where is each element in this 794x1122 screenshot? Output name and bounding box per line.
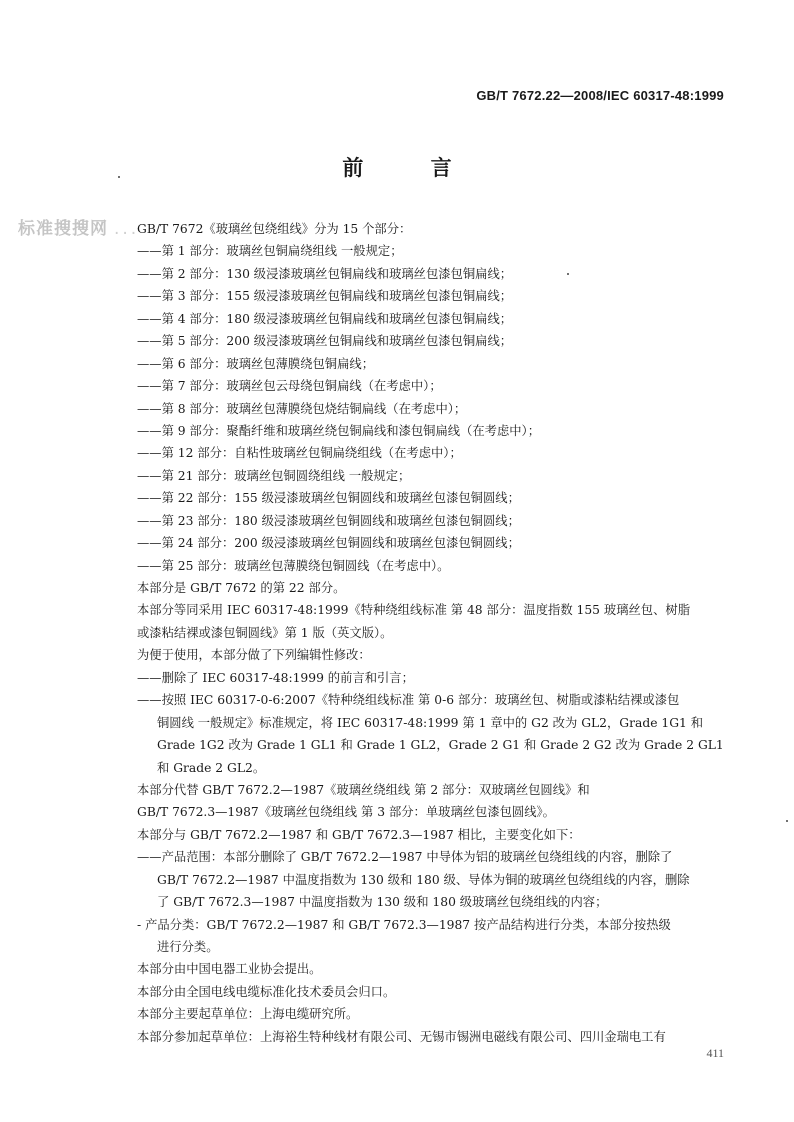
- paragraph-line: 或漆粘结裸或漆包铜圆线》第 1 版（英文版）。: [137, 625, 393, 640]
- list-item: ——第 3 部分：155 级浸漆玻璃丝包铜扁线和玻璃丝包漆包铜扁线；: [137, 289, 513, 304]
- list-item: ——第 4 部分：180 级浸漆玻璃丝包铜扁线和玻璃丝包漆包铜扁线；: [137, 311, 513, 326]
- intro-line: GB/T 7672《玻璃丝包绕组线》分为 15 个部分：: [137, 222, 412, 236]
- list-item: ——第 23 部分：180 级浸漆玻璃丝包铜圆线和玻璃丝包漆包铜圆线；: [137, 513, 520, 528]
- list-item: - 产品分类：GB/T 7672.2—1987 和 GB/T 7672.3—1987 按产品结构进行分类，本部分按热级: [137, 917, 671, 932]
- list-item: ——第 1 部分：玻璃丝包铜扁绕组线 一般规定；: [137, 244, 403, 259]
- list-item-continuation: GB/T 7672.2—1987 中温度指数为 130 级和 180 级、导体为铜的玻璃丝包绕组线的内容，删除: [157, 872, 690, 887]
- paragraph-line: 本部分由中国电器工业协会提出。: [137, 962, 322, 977]
- standard-number-header: GB/T 7672.22—2008/IEC 60317-48:1999: [476, 88, 724, 103]
- list-item: ——第 24 部分：200 级浸漆玻璃丝包铜圆线和玻璃丝包漆包铜圆线；: [137, 536, 520, 551]
- paragraph-line: 本部分由全国电线电缆标准化技术委员会归口。: [137, 984, 396, 999]
- foreword-body: [137, 218, 743, 1048]
- paragraph-line: 本部分是 GB/T 7672 的第 22 部分。: [137, 581, 346, 595]
- list-item: ——第 2 部分：130 级浸漆玻璃丝包铜扁线和玻璃丝包漆包铜扁线；: [137, 266, 513, 281]
- paragraph-line: 本部分主要起草单位：上海电缆研究所。: [137, 1007, 359, 1022]
- list-item-continuation: Grade 1G2 改为 Grade 1 GL1 和 Grade 1 GL2，Grade 2 G1 和 Grade 2 G2 改为 Grade 2 GL1: [157, 738, 724, 753]
- list-item: ——第 12 部分：自粘性玻璃丝包铜扁绕组线（在考虑中）；: [137, 446, 462, 461]
- list-item-continuation: 和 Grade 2 GL2。: [157, 760, 266, 775]
- scan-speck: [118, 176, 120, 178]
- list-item: ——第 5 部分：200 级浸漆玻璃丝包铜扁线和玻璃丝包漆包铜扁线；: [137, 334, 513, 349]
- list-item: ——第 7 部分：玻璃丝包云母绕包铜扁线（在考虑中）；: [137, 379, 442, 394]
- paragraph-line: GB/T 7672.3—1987《玻璃丝包绕组线 第 3 部分：单玻璃丝包漆包圆线》。: [137, 805, 555, 820]
- list-item: ——按照 IEC 60317-0-6:2007《特种绕组线标准 第 0-6 部分：玻璃丝包、树脂或漆粘结裸或漆包: [137, 693, 680, 708]
- list-item: ——第 9 部分：聚酯纤维和玻璃丝绕包铜扁线和漆包铜扁线（在考虑中）；: [137, 423, 540, 438]
- list-item-continuation: 铜圆线 一般规定》标准规定，将 IEC 60317-48:1999 第 1 章中的 G2 改为 GL2，Grade 1G1 和: [157, 715, 704, 730]
- list-item: ——第 25 部分：玻璃丝包薄膜绕包铜圆线（在考虑中）。: [137, 558, 450, 573]
- scan-speck: [786, 820, 788, 822]
- list-item: ——第 21 部分：玻璃丝包铜圆绕组线 一般规定；: [137, 468, 411, 483]
- watermark-dots: ...: [114, 219, 140, 239]
- list-item: ——第 22 部分：155 级浸漆玻璃丝包铜圆线和玻璃丝包漆包铜圆线；: [137, 491, 520, 506]
- paragraph-line: 本部分参加起草单位：上海裕生特种线材有限公司、无锡市锡洲电磁线有限公司、四川金瑞电工有: [137, 1029, 666, 1044]
- page-number: 411: [706, 1046, 724, 1060]
- watermark: [18, 214, 139, 239]
- watermark-text: 标准搜搜网: [18, 219, 108, 239]
- paragraph-line: 本部分等同采用 IEC 60317-48:1999《特种绕组线标准 第 48 部分：温度指数 155 玻璃丝包、树脂: [137, 603, 690, 618]
- scan-speck: [567, 273, 569, 275]
- page-title: 前 言: [342, 156, 482, 180]
- list-item-continuation: 了 GB/T 7672.3—1987 中温度指数为 130 级和 180 级玻璃丝包绕组线的内容；: [157, 895, 608, 910]
- list-item: ——第 6 部分：玻璃丝包薄膜绕包铜扁线；: [137, 356, 374, 371]
- list-item: ——删除了 IEC 60317-48:1999 的前言和引言；: [137, 670, 414, 685]
- list-item: ——第 8 部分：玻璃丝包薄膜绕包烧结铜扁线（在考虑中）；: [137, 401, 467, 416]
- paragraph-line: 为便于使用，本部分做了下列编辑性修改：: [137, 648, 371, 663]
- list-item: ——产品范围：本部分删除了 GB/T 7672.2—1987 中导体为铝的玻璃丝包绕组线的内容，删除了: [137, 850, 673, 865]
- list-item-continuation: 进行分类。: [157, 940, 219, 954]
- paragraph-line: 本部分代替 GB/T 7672.2—1987《玻璃丝绕组线 第 2 部分：双玻璃丝包圆线》和: [137, 782, 590, 797]
- paragraph-line: 本部分与 GB/T 7672.2—1987 和 GB/T 7672.3—1987 相比，主要变化如下：: [137, 827, 581, 842]
